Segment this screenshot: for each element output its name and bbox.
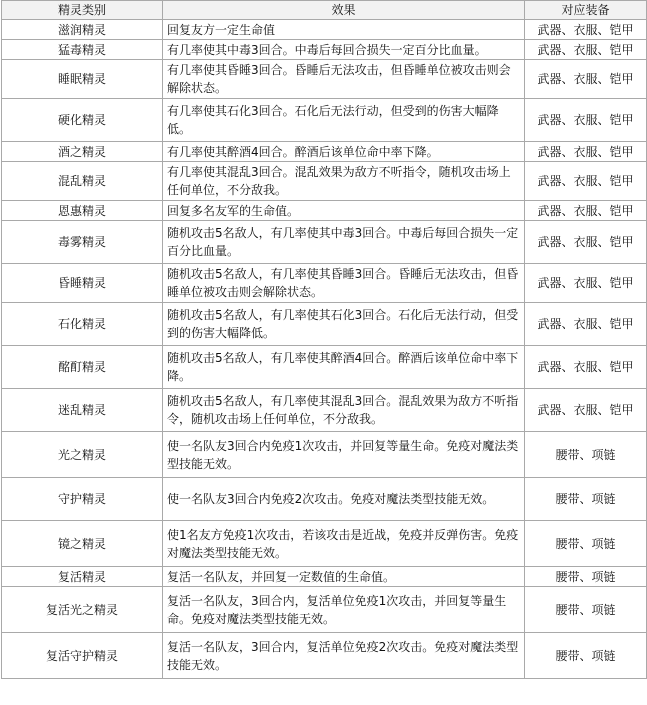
spirit-name-cell: 硬化精灵 (2, 99, 163, 142)
equipment-cell: 腰带、项链 (525, 432, 647, 478)
spirit-name-cell: 光之精灵 (2, 432, 163, 478)
effect-cell: 使一名队友3回合内免疫2次攻击。免疫对魔法类型技能无效。 (163, 478, 525, 521)
table-row (2, 389, 647, 432)
spirit-name-cell: 昏睡精灵 (2, 264, 163, 303)
equipment-cell: 腰带、项链 (525, 521, 647, 567)
effect-cell: 有几率使其醉酒4回合。醉酒后该单位命中率下降。 (163, 142, 525, 162)
table-row (2, 221, 647, 264)
effect-cell: 随机攻击5名敌人，有几率使其中毒3回合。中毒后每回合损失一定百分比血量。 (163, 221, 525, 264)
spirit-table (1, 0, 647, 679)
table-row (2, 303, 647, 346)
effect-cell: 有几率使其石化3回合。石化后无法行动，但受到的伤害大幅降低。 (163, 99, 525, 142)
header-category: 精灵类别 (2, 1, 163, 20)
equipment-cell: 武器、衣服、铠甲 (525, 20, 647, 40)
effect-cell: 使1名友方免疫1次攻击，若该攻击是近战，免疫并反弹伤害。免疫对魔法类型技能无效。 (163, 521, 525, 567)
table-row (2, 432, 647, 478)
header-row (2, 1, 647, 20)
header-effect: 效果 (163, 1, 525, 20)
table-row (2, 346, 647, 389)
effect-cell: 随机攻击5名敌人，有几率使其石化3回合。石化后无法行动，但受到的伤害大幅降低。 (163, 303, 525, 346)
spirit-name-cell: 恩惠精灵 (2, 201, 163, 221)
effect-cell: 复活一名队友，3回合内，复活单位免疫2次攻击。免疫对魔法类型技能无效。 (163, 633, 525, 679)
equipment-cell: 武器、衣服、铠甲 (525, 221, 647, 264)
effect-cell: 复活一名队友，3回合内，复活单位免疫1次攻击，并回复等量生命。免疫对魔法类型技能无效。 (163, 587, 525, 633)
effect-cell: 随机攻击5名敌人，有几率使其昏睡3回合。昏睡后无法攻击，但昏睡单位被攻击则会解除状态。 (163, 264, 525, 303)
spirit-name-cell: 酒之精灵 (2, 142, 163, 162)
table-row (2, 99, 647, 142)
spirit-name-cell: 复活守护精灵 (2, 633, 163, 679)
table-row (2, 201, 647, 221)
effect-cell: 回复多名友军的生命值。 (163, 201, 525, 221)
table-row (2, 567, 647, 587)
spirit-name-cell: 睡眠精灵 (2, 60, 163, 99)
effect-cell: 随机攻击5名敌人，有几率使其醉酒4回合。醉酒后该单位命中率下降。 (163, 346, 525, 389)
table-row (2, 20, 647, 40)
spirit-name-cell: 复活精灵 (2, 567, 163, 587)
equipment-cell: 武器、衣服、铠甲 (525, 60, 647, 99)
table-row (2, 60, 647, 99)
effect-cell: 回复友方一定生命值 (163, 20, 525, 40)
spirit-name-cell: 滋润精灵 (2, 20, 163, 40)
spirit-name-cell: 混乱精灵 (2, 162, 163, 201)
equipment-cell: 武器、衣服、铠甲 (525, 40, 647, 60)
equipment-cell: 武器、衣服、铠甲 (525, 201, 647, 221)
spirit-name-cell: 复活光之精灵 (2, 587, 163, 633)
equipment-cell: 武器、衣服、铠甲 (525, 142, 647, 162)
spirit-name-cell: 石化精灵 (2, 303, 163, 346)
spirit-name-cell: 猛毒精灵 (2, 40, 163, 60)
equipment-cell: 武器、衣服、铠甲 (525, 303, 647, 346)
effect-cell: 有几率使其中毒3回合。中毒后每回合损失一定百分比血量。 (163, 40, 525, 60)
equipment-cell: 武器、衣服、铠甲 (525, 264, 647, 303)
table-row (2, 142, 647, 162)
effect-cell: 复活一名队友，并回复一定数值的生命值。 (163, 567, 525, 587)
spirit-name-cell: 镜之精灵 (2, 521, 163, 567)
spirit-name-cell: 毒雾精灵 (2, 221, 163, 264)
table-row (2, 40, 647, 60)
equipment-cell: 武器、衣服、铠甲 (525, 389, 647, 432)
table-row (2, 587, 647, 633)
equipment-cell: 腰带、项链 (525, 633, 647, 679)
effect-cell: 有几率使其昏睡3回合。昏睡后无法攻击，但昏睡单位被攻击则会解除状态。 (163, 60, 525, 99)
equipment-cell: 武器、衣服、铠甲 (525, 346, 647, 389)
header-equipment: 对应装备 (525, 1, 647, 20)
equipment-cell: 腰带、项链 (525, 567, 647, 587)
spirit-name-cell: 迷乱精灵 (2, 389, 163, 432)
spirit-name-cell: 酩酊精灵 (2, 346, 163, 389)
effect-cell: 有几率使其混乱3回合。混乱效果为敌方不听指令，随机攻击场上任何单位，不分敌我。 (163, 162, 525, 201)
table-row (2, 478, 647, 521)
effect-cell: 使一名队友3回合内免疫1次攻击，并回复等量生命。免疫对魔法类型技能无效。 (163, 432, 525, 478)
equipment-cell: 腰带、项链 (525, 587, 647, 633)
table-row (2, 264, 647, 303)
equipment-cell: 武器、衣服、铠甲 (525, 99, 647, 142)
spirit-name-cell: 守护精灵 (2, 478, 163, 521)
equipment-cell: 腰带、项链 (525, 478, 647, 521)
table-row (2, 521, 647, 567)
table-row (2, 633, 647, 679)
effect-cell: 随机攻击5名敌人，有几率使其混乱3回合。混乱效果为敌方不听指令，随机攻击场上任何单位，不分敌我。 (163, 389, 525, 432)
table-row (2, 162, 647, 201)
equipment-cell: 武器、衣服、铠甲 (525, 162, 647, 201)
